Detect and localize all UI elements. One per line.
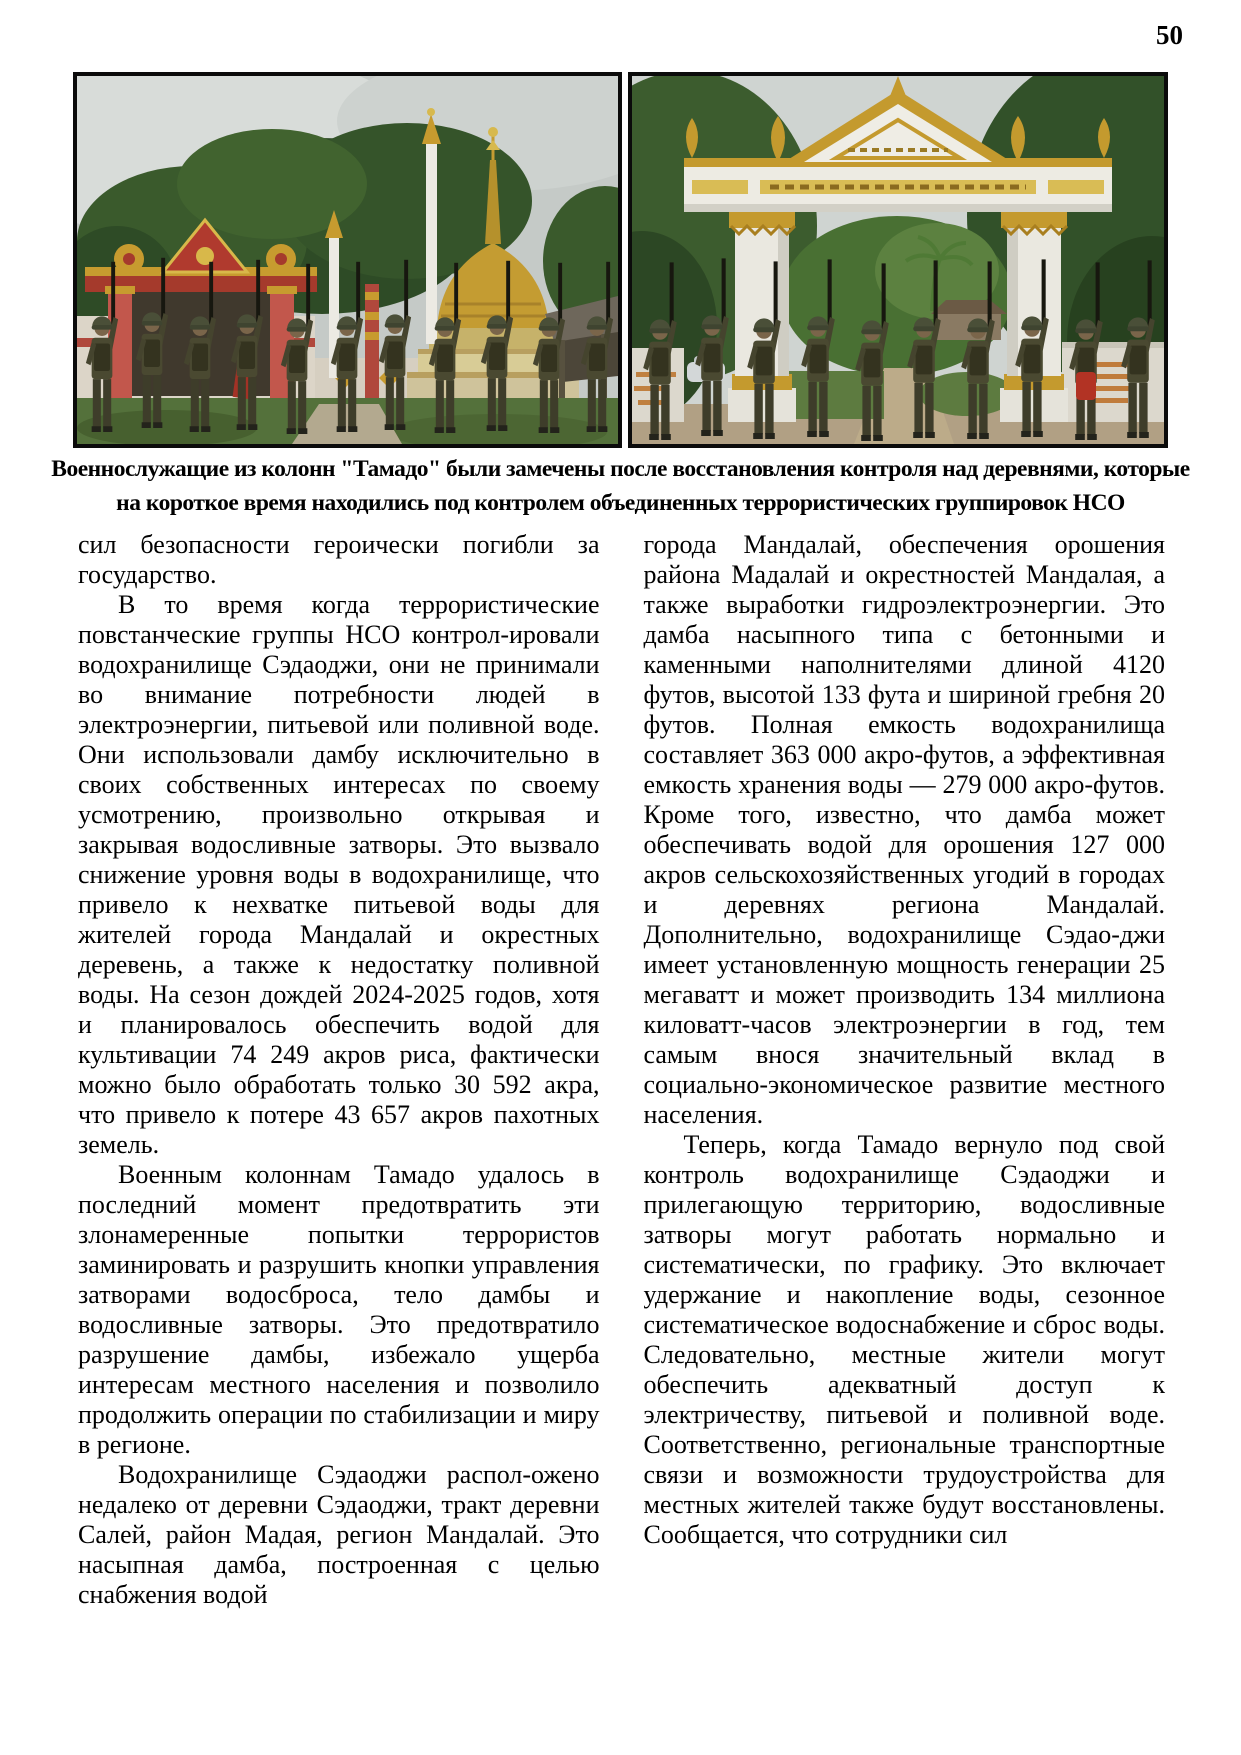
- paragraph: города Мандалай, обеспечения орошения района Мадалай и окрестностей Мандалая, а также выработки гидроэлектроэнергии. Это дамба насыпного типа с бетонными и каменными наполнителями длиной 4120 футов, высотой 133 фута и шириной гребня 20 футов. Полная емкость водохранилища составляет 363 000 акро-футов, а эффективная емкость хранения воды — 279 000 акро-футов. Кроме того, известно, что дамба может обеспечивать водой для орошения 127 000 акров сельскохозяйственных угодий в городах и деревнях региона Мандалай. Дополнительно, водохранилище Сэдао-джи имеет установленную мощность генерации 25 мегаватт и может производить 134 миллиона киловатт-часов электроэнергии в год, тем самым внося значительный вклад в социально-экономическое развитие местного населения.: [643, 530, 1165, 1129]
- photo-row: [73, 72, 1168, 448]
- paragraph: Теперь, когда Тамадо вернуло под свой контроль водохранилище Сэдаоджи и прилегающую территорию, водосливные затворы могут работать нормально и систематически, по графику. Это включает удержание и накопление воды, сезонное систематическое водоснабжение и сброс воды. Следовательно, местные жители могут обеспечить адекватный доступ к электричеству, питьевой и поливной воде. Соответственно, региональные транспортные связи и возможности трудоустройства для местных жителей также будут восстановлены. Сообщается, что сотрудники сил: [643, 1130, 1165, 1549]
- photo-soldiers-pagoda: [73, 72, 622, 448]
- paragraph: Водохранилище Сэдаоджи распол-ожено недалеко от деревни Сэдаоджи, тракт деревни Салей, район Мадая, регион Мандалай. Это насыпная дамба, построенная с целью снабжения водой: [78, 1460, 600, 1609]
- paragraph: сил безопасности героически погибли за государство.: [78, 530, 600, 589]
- paragraph: В то время когда террористические повстанческие группы НСО контрол-ировали водохранилище Сэдаоджи, они не принимали во внимание потребности людей в электроэнергии, питьевой или поливной воде. Они использовали дамбу исключительно в своих собственных интересах по своему усмотрению, произвольно открывая и закрывая водосливные затворы. Это вызвало снижение уровня воды в водохранилище, что привело к нехватке питьевой воды для жителей города Мандалай и окрестных деревень, а также к недостатку поливной воды. На сезон дождей 2024-2025 годов, хотя и планировалось обеспечить водой для культивации 74 249 акров риса, фактически можно было обработать только 30 592 акра, что привело к потере 43 657 акров пахотных земель.: [78, 590, 600, 1159]
- pagoda-photo-graphic: [77, 76, 618, 444]
- right-column: [644, 530, 1166, 1610]
- photo-soldiers-gate: [628, 72, 1168, 448]
- gate-photo-graphic: [632, 76, 1164, 444]
- red-bag: [1076, 372, 1096, 400]
- photo-caption-line-1: Военнослужащие из колонн "Тамадо" были замечены после восстановления контроля над деревнями, которые: [51, 456, 1190, 482]
- photo-caption-line-2: на короткое время находились под контролем объединенных террористических группировок НСО: [116, 490, 1125, 516]
- distant-house: [931, 300, 1007, 340]
- paragraph: Военным колоннам Тамадо удалось в последний момент предотвратить эти злонамеренные попытки террористов заминировать и разрушить кнопки управления затворами водосброса, тело дамбы и водосливные затворы. Это предотвратило разрушение дамбы, избежало ущерба интересам местного населения и позволило продолжить операции по стабилизации и миру в регионе.: [78, 1160, 600, 1459]
- photo-caption: [0, 452, 1241, 520]
- article-columns: [78, 530, 1165, 1610]
- page-number: 50: [1156, 20, 1183, 50]
- left-column: [78, 530, 600, 1610]
